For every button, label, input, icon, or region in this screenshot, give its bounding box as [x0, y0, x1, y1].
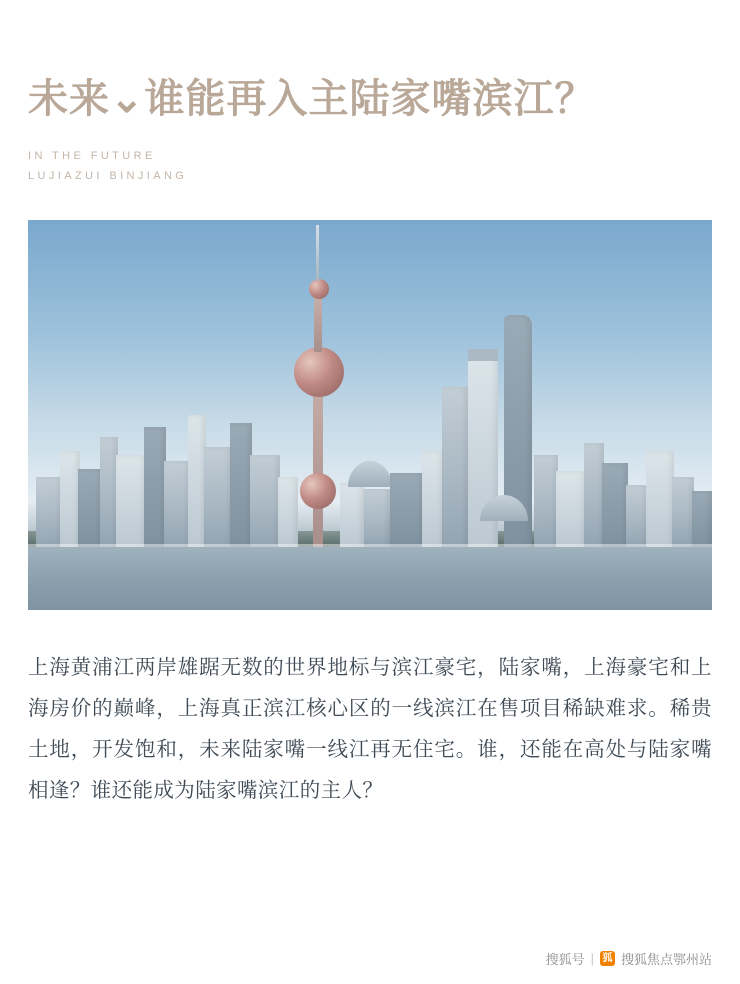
sohu-account-name: 搜狐焦点鄂州站: [620, 952, 712, 967]
subtitle-line-2: LUJIAZUI BINJIANG: [28, 170, 188, 183]
footer-separator: |: [590, 951, 594, 966]
subtitle-english: [28, 146, 712, 187]
river-water: [28, 547, 712, 609]
sohu-logo-icon: 狐: [600, 951, 615, 966]
sohu-label: 搜狐号: [545, 952, 585, 967]
pearl-tower-antenna: [316, 225, 319, 281]
pearl-tower-upper-stem: [314, 292, 322, 352]
footer-attribution: [546, 949, 712, 968]
pearl-tower-lower-sphere: [300, 473, 336, 509]
jinmao-tower: [442, 387, 468, 547]
hero-image: [28, 220, 712, 610]
pearl-tower-main-sphere: [294, 347, 344, 397]
article-body: 上海黄浦江两岸雄踞无数的世界地标与滨江豪宅，陆家嘴，上海豪宅和上海房价的巅峰，上海真正滨江核心区的一线滨江在售项目稀缺难求。稀贵土地，开发饱和，未来陆家嘴一线江再无住宅。谁，还能在高处与陆家嘴相逢？谁还能成为陆家嘴滨江的主人？: [28, 655, 712, 802]
city-skyline: [28, 313, 712, 547]
page-title: 未来⌄谁能再入主陆家嘴滨江？: [28, 76, 596, 121]
subtitle-line-1: IN THE FUTURE: [28, 150, 156, 162]
